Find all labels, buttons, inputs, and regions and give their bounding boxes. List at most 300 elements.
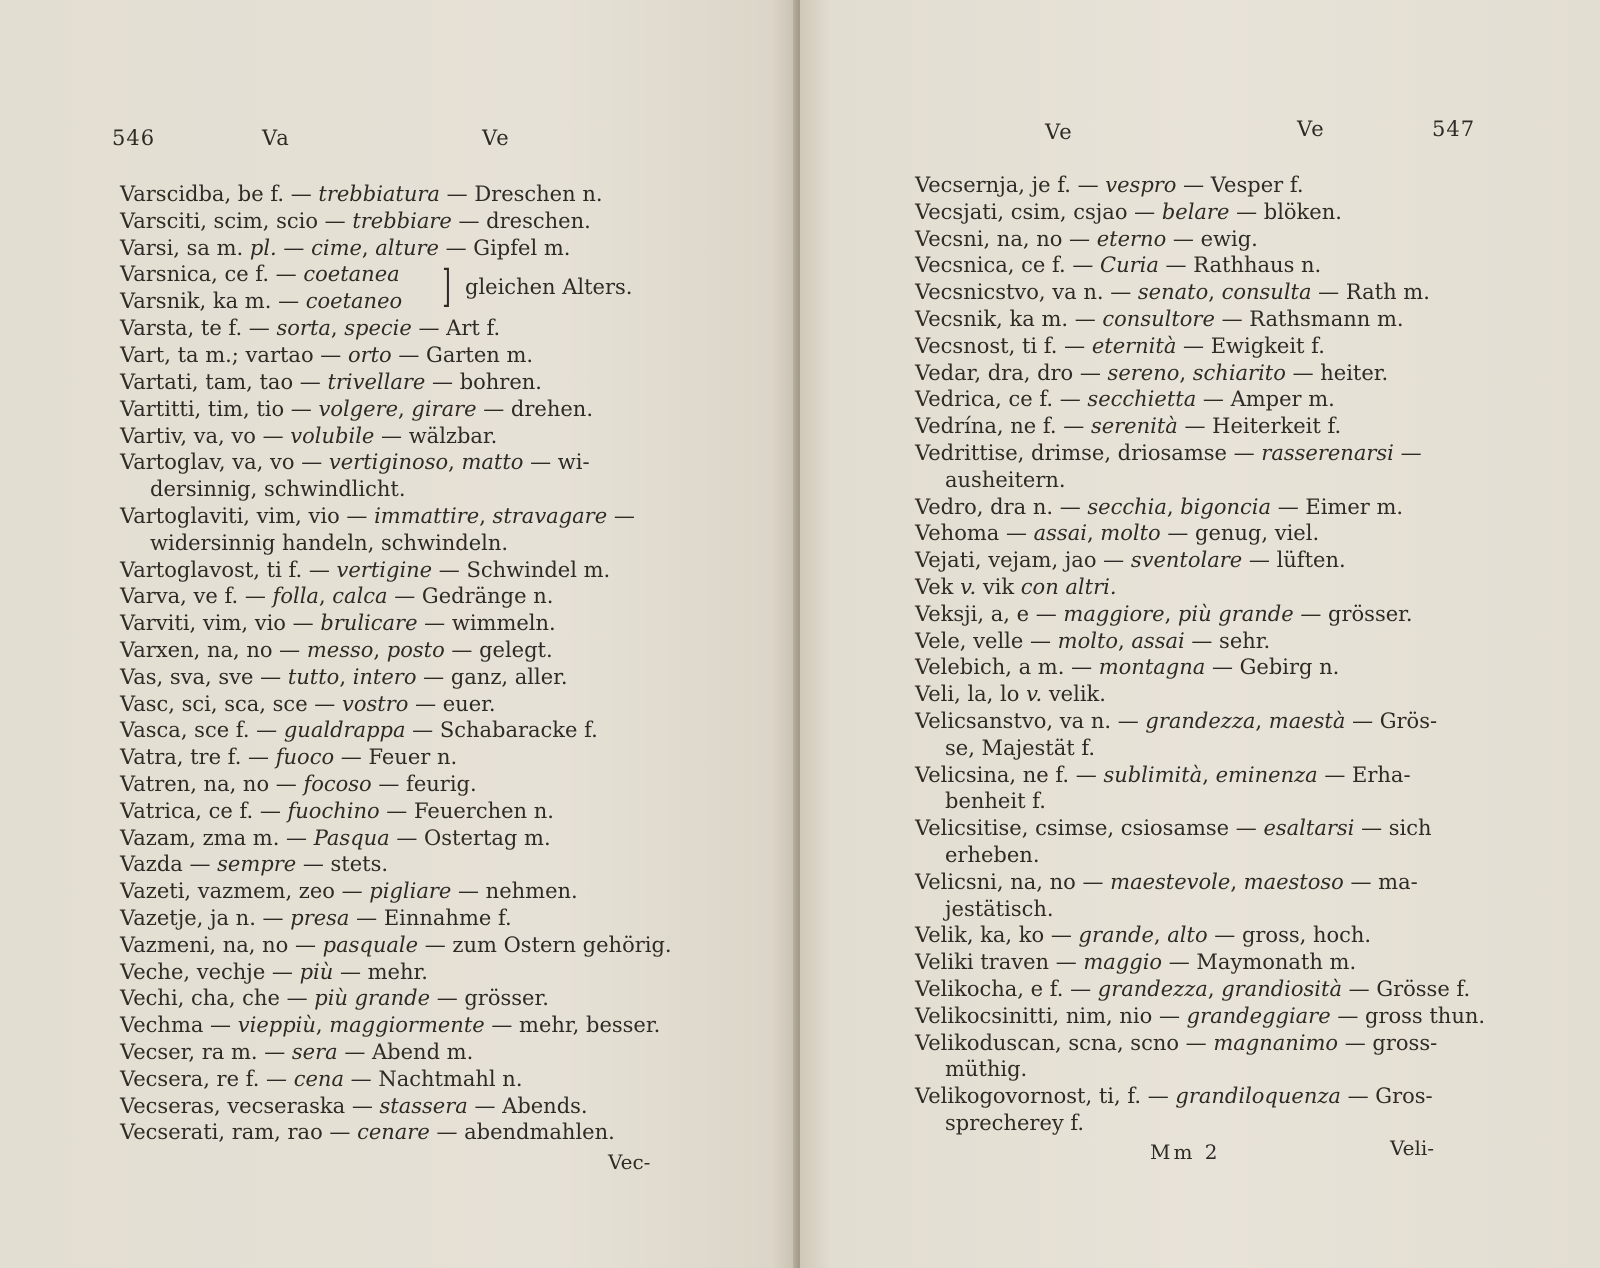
entry-text: — [276,235,312,260]
entry-text: Vecserati, ram, rao — [120,1120,358,1145]
left-page [0,0,795,1268]
dictionary-entry [120,342,720,369]
dictionary-entry [915,601,1535,628]
italian-gloss: presa [290,905,350,930]
entry-text: — Feuer n. [334,745,458,770]
dictionary-entry [120,369,720,396]
dictionary-entry [915,681,1535,708]
italian-gloss: cenare [357,1120,430,1145]
dictionary-entry [915,386,1535,413]
italian-gloss: sventolare [1130,548,1243,573]
italian-gloss: eternità [1091,333,1177,358]
entry-text: dersinnig, schwindlicht. [150,477,406,502]
entry-text: Vatra, tre f. — [120,745,276,770]
entry-text: Varxen, na, no — [120,637,307,662]
entry-text: Varva, ve f. — [120,584,273,609]
dictionary-entry [120,691,720,718]
entry-text: Vart, ta m.; vartao — [120,343,348,368]
entry-text: Vecsera, re f. — [120,1066,294,1091]
italian-gloss: assai [1131,628,1185,653]
entry-text: — Grös- [1345,708,1438,733]
italian-gloss: con altri. [1020,574,1117,599]
dictionary-entry [915,467,1535,494]
italian-gloss: girare [411,396,477,421]
italian-gloss: maestevole [1110,869,1231,894]
italian-gloss: esaltarsi [1263,816,1355,841]
entry-text: — Grösse f. [1341,976,1471,1001]
dictionary-entry [120,610,720,637]
entry-text: Vedrittise, drimse, driosamse — [915,440,1262,465]
entry-text: — Gros- [1340,1084,1433,1109]
dictionary-entry [915,708,1535,735]
entry-text: Vecsernja, je f. — [915,173,1106,197]
dictionary-entry [120,717,720,744]
entry-text: Vecsni, na, no — [915,226,1097,251]
italian-gloss: matto [461,450,524,475]
italian-gloss: cena [293,1066,344,1091]
entry-text: Varscidba, be f. — [120,182,319,206]
entry-text: Vechi, cha, che — [120,986,315,1011]
page-number-right: 547 [1432,117,1476,141]
italian-gloss: specie [344,316,412,341]
dictionary-entry [120,476,720,503]
entry-text: , [1164,601,1178,626]
entry-text: — Rath m. [1311,280,1430,305]
entry-text: — gelegt. [444,637,553,662]
italian-gloss: stassera [379,1093,468,1118]
entry-text: — grösser. [1293,601,1413,626]
entry-text: Vejati, vejam, jao — [915,548,1131,573]
running-head-left-va: Va [262,126,290,150]
dictionary-entry [915,306,1535,333]
entry-text: — lüften. [1242,548,1346,573]
dictionary-entry [120,449,720,476]
dictionary-entry [120,744,720,771]
entry-text: — mehr, besser. [484,1013,661,1038]
entry-text: — Ewigkeit f. [1176,333,1325,358]
entry-text: — Art f. [411,316,501,341]
entry-text: Velik, ka, ko — [915,923,1079,948]
dictionary-entry [120,771,720,798]
italian-gloss: calca [332,584,388,609]
dictionary-entry [120,396,720,423]
italian-gloss: v. [960,574,977,599]
entry-text: , [1255,708,1269,733]
italian-gloss: eterno [1096,226,1167,251]
entry-text: — ma- [1343,869,1418,894]
dictionary-entry [120,932,720,959]
entry-text: Varsciti, scim, scio — [120,208,353,233]
entry-text: — gross, hoch. [1207,923,1372,948]
entry-text: Vatren, na, no — [120,771,304,796]
entry-text: — euer. [408,691,496,716]
entry-text: Velikogovornost, ti, f. — [915,1084,1176,1109]
italian-gloss: maestà [1268,708,1346,733]
entry-text: — Gebirg n. [1205,655,1340,680]
braced-headword-1: Varsnica, ce f. — coetanea [120,262,400,287]
italian-gloss: volgere [318,396,399,421]
dictionary-entry [915,815,1535,842]
dictionary-entry [915,1030,1535,1057]
entry-text: Velikoduscan, scna, scno — [915,1030,1214,1055]
entry-text: — [607,503,635,528]
entry-text: Vedrína, ne f. — [915,414,1091,439]
entry-text: Vartoglavost, ti f. — [120,557,337,582]
italian-gloss: vieppiù [237,1013,316,1038]
italian-gloss: più grande [314,986,431,1011]
entry-text: , [448,450,462,475]
entry-text: , [398,396,412,421]
dictionary-entry [120,530,720,557]
entry-text: Vasc, sci, sca, sce — [120,691,342,716]
entry-text: , [1086,521,1101,546]
italian-gloss: pasquale [322,932,419,957]
entry-text: — gross thun. [1330,1003,1486,1028]
entry-text: Vedar, dra, dro — [915,360,1108,385]
entry-text: müthig. [945,1057,1028,1082]
running-head-right-ve1: Ve [1045,120,1073,144]
italian-gloss: molto [1100,521,1161,546]
dictionary-entry [120,1066,720,1093]
dictionary-entry [915,896,1535,923]
entry-text: jestätisch. [945,896,1054,921]
dictionary-entry-braced [120,261,720,315]
italian-gloss: grandezza [1145,708,1256,733]
italian-gloss: consulta [1221,280,1312,305]
italian-gloss: maestoso [1243,869,1344,894]
dictionary-entry [915,922,1535,949]
italian-gloss: grandiloquenza [1175,1084,1341,1109]
entry-text: , [315,1013,330,1038]
page-number-left: 546 [112,126,156,150]
dictionary-entry [120,583,720,610]
italian-gloss: vespro [1105,173,1177,197]
entry-text: — bohren. [425,369,542,394]
entry-text: Vasca, sce f. — [120,718,284,743]
italian-gloss: serenità [1090,414,1178,439]
entry-text: — [1393,440,1422,465]
italian-gloss: sublimità [1103,762,1203,787]
entry-text: — abendmahlen. [429,1120,615,1145]
entry-text: — stets. [296,852,389,877]
dictionary-entry [120,664,720,691]
italian-gloss: pigliare [369,879,452,904]
italian-gloss: gualdrappa [283,718,406,743]
italian-gloss: eminenza [1215,762,1318,787]
entry-text: Vecsnica, ce f. — [915,253,1100,278]
dictionary-entry [120,878,720,905]
italian-gloss: alto [1167,923,1208,948]
italian-gloss: immattire [374,503,480,528]
right-page [800,0,1600,1268]
italian-gloss: montagna [1098,655,1206,680]
entry-text: Vecser, ra m. — [120,1039,292,1064]
italian-gloss: volubile [290,423,375,448]
italian-gloss: tutto [287,664,340,689]
entry-text: Vartoglav, va, vo — [120,450,329,475]
italian-gloss: secchia [1087,494,1167,519]
entry-text: — sich [1354,816,1432,841]
dictionary-entry [915,360,1535,387]
entry-text: , [1179,360,1193,385]
entry-text: Vele, velle — [915,628,1058,653]
entry-text: — wälzbar. [374,423,498,448]
dictionary-entry [915,172,1535,199]
entry-text: Vazmeni, na, no — [120,932,323,957]
entry-text: , [330,316,345,341]
dictionary-entry [120,423,720,450]
italian-gloss: più grande [1177,601,1294,626]
entry-text: — Feuerchen n. [379,798,554,823]
entry-text: Vazeti, vazmem, zeo — [120,879,370,904]
entry-text: — Eimer m. [1271,494,1404,519]
dictionary-entry [915,252,1535,279]
italian-gloss: sorta [276,316,331,341]
entry-text: , [1166,494,1181,519]
entry-text: , [1208,280,1222,305]
entry-text: Vazetje, ja n. — [120,905,291,930]
italian-gloss: stravagare [492,503,608,528]
entry-text: Vecsnost, ti f. — [915,333,1092,358]
entry-text: Varviti, vim, vio — [120,611,321,636]
dictionary-entry [915,869,1535,896]
entry-text: , [373,637,387,662]
dictionary-entry [915,628,1535,655]
entry-text: , [479,503,493,528]
dictionary-entry [120,1039,720,1066]
entry-text: Vecsnicstvo, va n. — [915,280,1138,305]
italian-gloss: magnanimo [1213,1030,1339,1055]
entry-text: — Maymonath m. [1162,950,1357,975]
entry-text: Vecsnik, ka m. — [915,306,1103,331]
italian-gloss: maggiormente [329,1013,485,1038]
entry-text: sprecherey f. [945,1110,1085,1135]
entry-text: Velikocha, e f. — [915,976,1098,1001]
entry-text: Vedro, dra n. — [915,494,1088,519]
entry-text: Velikocsinitti, nim, nio — [915,1003,1187,1028]
entry-text: — dreschen. [451,208,591,233]
dictionary-entry [120,637,720,664]
entry-text: — wi- [523,450,590,475]
entry-text: — Nachtmahl n. [343,1066,523,1091]
italian-gloss: trivellare [327,369,426,394]
entry-text: Vecseras, vecseraska — [120,1093,380,1118]
dictionary-entry [915,440,1535,467]
italian-gloss: focoso [303,771,372,796]
brace-symbol: ] [442,261,451,313]
dictionary-entry [120,503,720,530]
entry-text: Vecsjati, csim, csjao — [915,199,1162,224]
italian-gloss: sempre [217,852,297,877]
dictionary-entry [120,1119,720,1146]
entry-text: Velicsni, na, no — [915,869,1111,894]
dictionary-entry [120,959,720,986]
entry-text: — heiter. [1285,360,1389,385]
italian-gloss: alture [375,235,439,260]
entry-text: Vas, sva, sve — [120,664,288,689]
entry-text: erheben. [945,842,1040,867]
dictionary-entry [120,985,720,1012]
entry-text: — ewig. [1166,226,1258,251]
entry-text: — Abend m. [337,1039,474,1064]
entry-text: — gross- [1338,1030,1438,1055]
entry-text: — sehr. [1184,628,1271,653]
italian-gloss: schiarito [1192,360,1286,385]
italian-gloss: orto [347,343,392,368]
entry-text: Vazam, zma m. — [120,825,314,850]
entry-text: , [1118,628,1132,653]
dictionary-entry [915,788,1535,815]
italian-gloss: molto [1057,628,1119,653]
entry-text: Velebich, a m. — [915,655,1099,680]
entry-text: — feurig. [371,771,477,796]
italian-gloss: grande [1078,923,1154,948]
entry-text: — mehr. [333,959,428,984]
entry-text: Vechma — [120,1013,238,1038]
entry-text: vik [976,574,1021,599]
dictionary-entry [120,905,720,932]
entry-text: — blöken. [1229,199,1342,224]
entry-text: — Gipfel m. [438,235,571,260]
italian-gloss: trebbiare [352,208,452,233]
italian-gloss: bigoncia [1180,494,1272,519]
entry-text: velik. [1042,682,1106,707]
entry-text: — Einnahme f. [349,905,512,930]
italian-gloss: senato [1137,280,1209,305]
entry-text: Vatrica, ce f. — [120,798,288,823]
dictionary-entry [915,413,1535,440]
italian-gloss: fuochino [287,798,380,823]
entry-text: — Rathhaus n. [1158,253,1322,278]
dictionary-entry [120,1093,720,1120]
dictionary-entry [120,181,720,208]
italian-gloss: trebbiatura [318,182,440,206]
entry-text: — ganz, aller. [416,664,568,689]
entry-text: Vehoma — [915,521,1034,546]
entry-text: se, Majestät f. [945,735,1096,760]
entry-text: — Erha- [1317,762,1411,787]
dictionary-entry [915,1110,1535,1137]
italian-gloss: vostro [341,691,409,716]
italian-gloss: Pasqua [313,825,390,850]
entry-text: Veksji, a, e — [915,601,1064,626]
entry-text: — Dreschen n. [439,182,603,206]
italian-gloss: vertiginoso [328,450,449,475]
italian-gloss: messo [306,637,374,662]
running-head-left-ve: Ve [482,126,510,150]
italian-gloss: intero [352,664,417,689]
entry-text: — Abends. [467,1093,588,1118]
dictionary-entry [915,735,1535,762]
dictionary-entry [120,208,720,235]
italian-gloss: sereno [1107,360,1180,385]
entry-text: Vartati, tam, tao — [120,369,328,394]
dictionary-entry [915,1003,1535,1030]
italian-gloss: grandiosità [1221,976,1342,1001]
italian-gloss: grandezza [1097,976,1208,1001]
entry-text: Veche, vechje — [120,959,300,984]
entry-text: — Vesper f. [1176,173,1304,197]
dictionary-entry [915,654,1535,681]
entry-text: — Heiterkeit f. [1177,414,1342,439]
entry-text: widersinnig handeln, schwindeln. [150,530,509,555]
dictionary-entries-right [915,172,1535,1137]
dictionary-entry [915,520,1535,547]
italian-gloss: Curia [1100,253,1159,278]
italian-gloss: più [299,959,334,984]
entry-text: Veliki traven — [915,950,1084,975]
entry-text: Veli, la, lo [915,682,1027,707]
catchword-right: Veli- [1390,1136,1434,1160]
dictionary-entry [915,333,1535,360]
dictionary-entry [915,494,1535,521]
dictionary-entry [915,574,1535,601]
italian-gloss: maggio [1083,950,1163,975]
dictionary-entry [915,547,1535,574]
dictionary-entry [120,825,720,852]
entry-text: — Garten m. [391,343,534,368]
entry-text: — drehen. [476,396,593,421]
entry-text: Vartoglaviti, vim, vio — [120,503,375,528]
entry-text: — Amper m. [1196,387,1335,412]
dictionary-entry [915,279,1535,306]
entry-text: Vazda — [120,852,218,877]
entry-text: , [1153,923,1168,948]
entry-text: — zum Ostern gehörig. [418,932,672,957]
entry-text: Vedrica, ce f. — [915,387,1088,412]
dictionary-entry [915,1083,1535,1110]
dictionary-entry [120,235,720,262]
entry-text: — Gedränge n. [387,584,554,609]
italian-gloss: secchietta [1087,387,1197,412]
italian-gloss: assai [1033,521,1087,546]
italian-gloss: consultore [1102,306,1215,331]
italian-gloss: rasserenarsi [1261,440,1394,465]
entry-text: , [318,584,333,609]
italian-gloss: vertigine [336,557,433,582]
signature-mark: Mm 2 [1150,1140,1221,1164]
italian-gloss: v. [1026,682,1043,707]
dictionary-entry [120,851,720,878]
italian-gloss: belare [1161,199,1230,224]
entry-text: — Schwindel m. [432,557,611,582]
dictionary-entry [120,798,720,825]
running-head-right-ve2: Ve [1297,117,1325,141]
dictionary-entry [915,199,1535,226]
dictionary-entry [915,949,1535,976]
entry-text: Vek [915,574,961,599]
italian-gloss: folla [272,584,319,609]
dictionary-entry [120,315,720,342]
entry-text: — Ostertag m. [389,825,551,850]
italian-gloss: posto [386,637,445,662]
dictionary-entry [120,1012,720,1039]
catchword-left: Vec- [608,1150,651,1174]
dictionary-entry [915,976,1535,1003]
dictionary-entry [915,842,1535,869]
entry-text: Varsi, sa m. [120,235,250,260]
entry-text: Varsta, te f. — [120,316,277,341]
italian-gloss: pl. [249,235,277,260]
dictionary-entries-left [120,181,720,1146]
entry-text: — Schabaracke f. [405,718,598,743]
entry-text: Vartiv, va, vo — [120,423,291,448]
dictionary-entry [120,557,720,584]
entry-text: Velicsina, ne f. — [915,762,1104,787]
entry-text: , [1207,976,1222,1001]
dictionary-entry [915,226,1535,253]
entry-text: Vartitti, tim, tio — [120,396,319,421]
